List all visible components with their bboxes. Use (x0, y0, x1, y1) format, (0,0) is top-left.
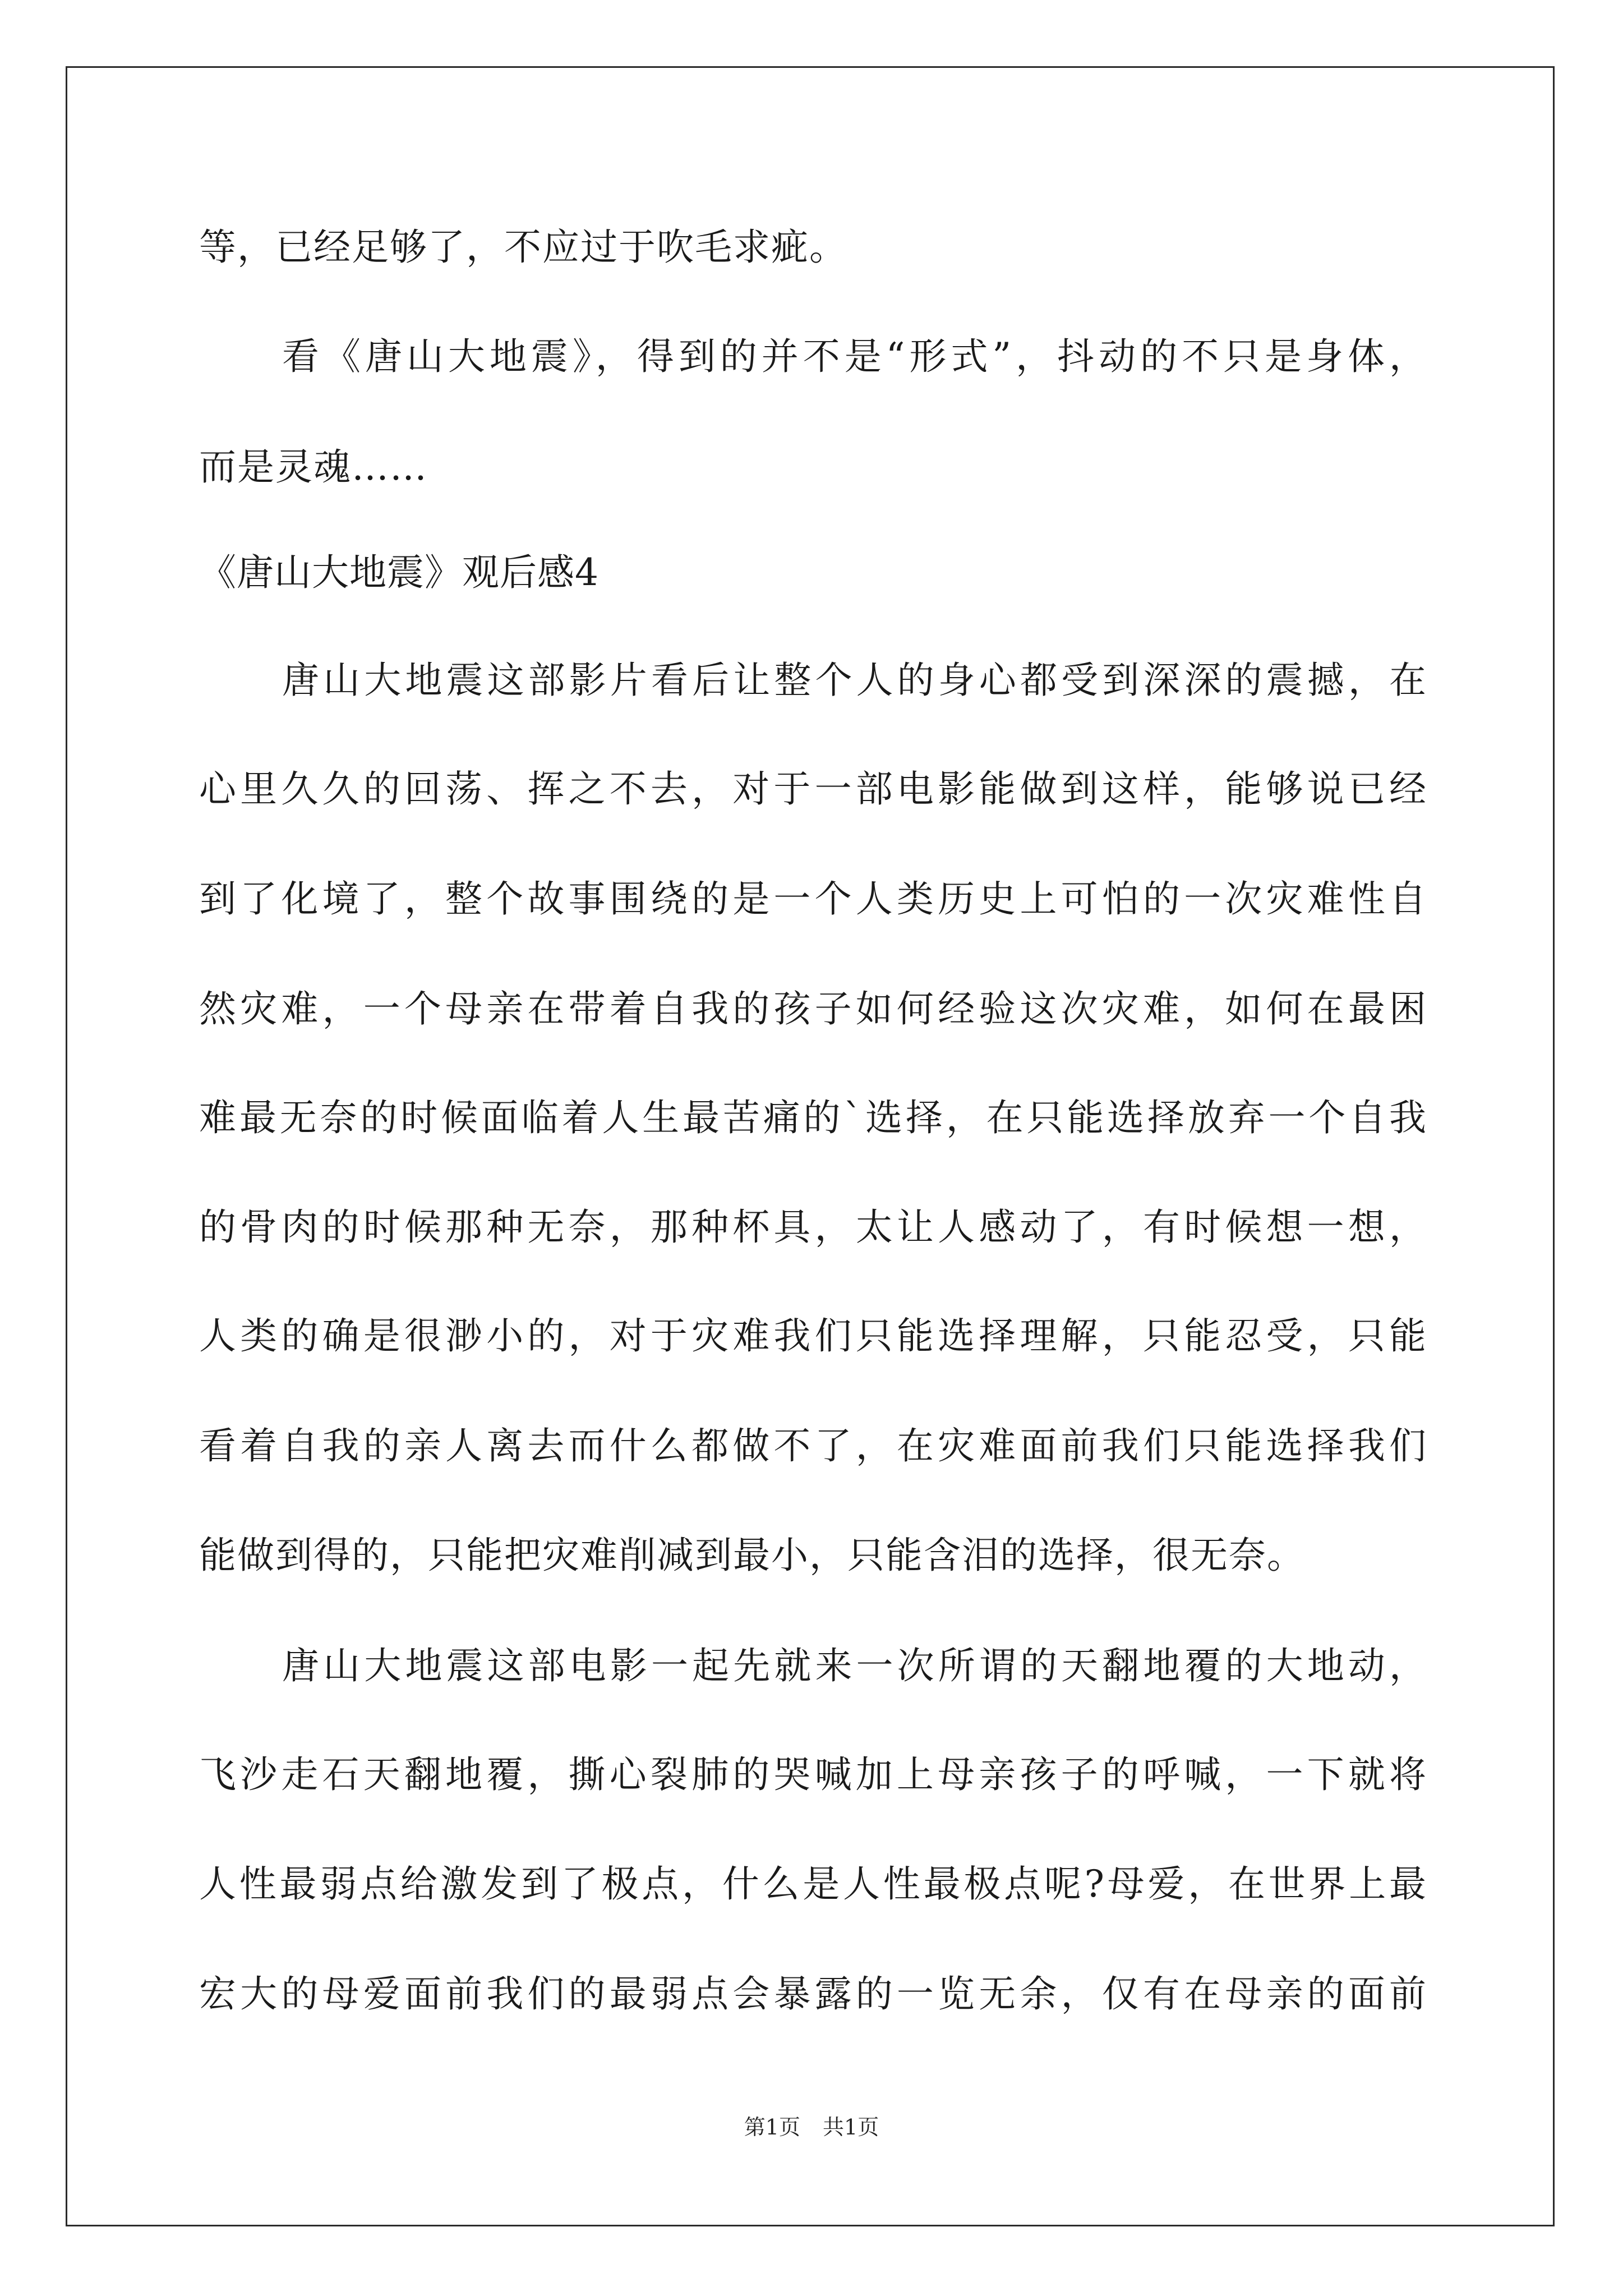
text-line: 等，已经足够了，不应过于吹毛求疵。 (199, 226, 847, 269)
text-line: 的骨肉的时候那种无奈，那种杯具，太让人感动了，有时候想一想， (199, 1205, 1427, 1249)
page-number: 第1页 (744, 2115, 800, 2139)
text-line: 看着自我的亲人离去而什么都做不了，在灾难面前我们只能选择我们 (199, 1424, 1427, 1467)
section-heading: 《唐山大地震》观后感4 (199, 551, 599, 594)
page-footer (0, 2116, 1623, 2138)
text-line: 能做到得的，只能把灾难削减到最小，只能含泪的选择，很无奈。 (199, 1534, 1305, 1577)
text-line: 看《唐山大地震》，得到的并不是“形式”，抖动的不只是身体， (282, 335, 1427, 378)
text-line: 而是灵魂…… (199, 445, 428, 489)
page-total: 共1页 (823, 2115, 879, 2139)
text-line: 唐山大地震这部电影一起先就来一次所谓的天翻地覆的大地动， (282, 1644, 1427, 1687)
text-line: 飞沙走石天翻地覆，撕心裂肺的哭喊加上母亲孩子的呼喊，一下就将 (199, 1753, 1427, 1796)
text-line: 到了化境了，整个故事围绕的是一个人类历史上可怕的一次灾难性自 (199, 877, 1427, 921)
text-line: 人性最弱点给激发到了极点，什么是人性最极点呢?母爱，在世界上最 (199, 1862, 1427, 1906)
text-line: 难最无奈的时候面临着人生最苦痛的`选择，在只能选择放弃一个自我 (199, 1096, 1427, 1139)
text-line: 然灾难，一个母亲在带着自我的孩子如何经验这次灾难，如何在最困 (199, 987, 1427, 1030)
text-line: 人类的确是很渺小的，对于灾难我们只能选择理解，只能忍受，只能 (199, 1314, 1427, 1358)
text-line: 宏大的母爱面前我们的最弱点会暴露的一览无余，仅有在母亲的面前 (199, 1972, 1427, 2016)
text-line: 唐山大地震这部影片看后让整个人的身心都受到深深的震撼，在 (282, 659, 1427, 702)
text-line: 心里久久的回荡、挥之不去，对于一部电影能做到这样，能够说已经 (199, 767, 1427, 811)
